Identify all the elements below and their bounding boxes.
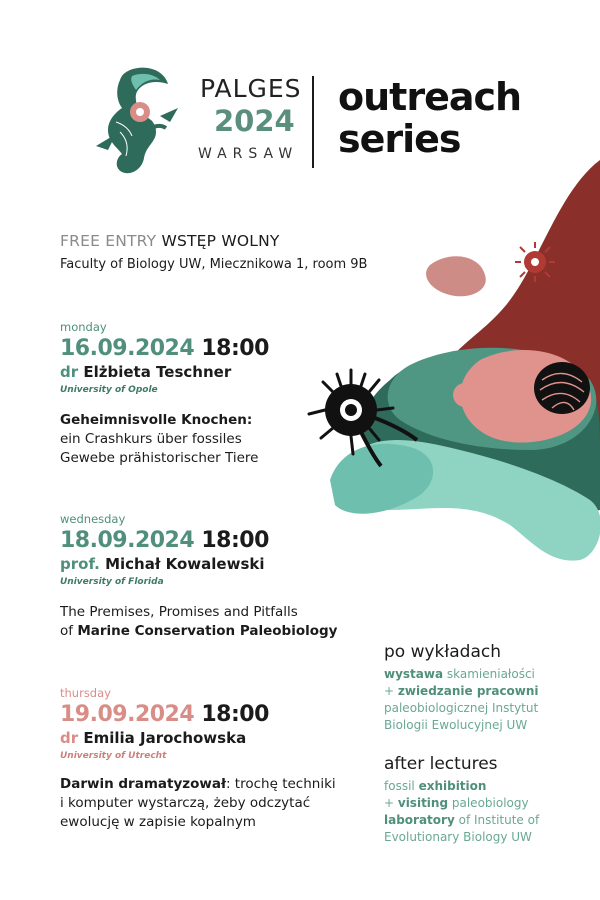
talk-line: Gewebe prähistorischer Tiere — [60, 450, 259, 466]
talk-title — [60, 603, 337, 641]
series-title — [338, 76, 521, 160]
side-bold: laboratory — [384, 813, 455, 827]
side-pre: + — [384, 796, 398, 810]
side-line — [384, 795, 539, 812]
speaker-title: prof. — [60, 555, 100, 573]
lecture-1 — [60, 320, 269, 468]
side-rest: of Institute of — [454, 813, 540, 827]
talk-line-bold: Darwin dramatyzował — [60, 776, 226, 792]
speaker-university: University of Florida — [60, 577, 164, 587]
speaker-university: University of Utrecht — [60, 751, 167, 761]
lecture-time: 18:00 — [201, 702, 269, 727]
side-pre: + — [384, 684, 398, 698]
talk-line-rest: : trochę techniki — [225, 776, 336, 792]
after-lectures-pl — [384, 640, 539, 734]
talk-title — [60, 775, 336, 832]
side-bold: visiting — [397, 796, 449, 810]
side-pre: fossil — [384, 779, 419, 793]
lecture-day: thursday — [60, 686, 111, 700]
side-line: Biologii Ewolucyjnej UW — [384, 718, 528, 732]
radiolarian-fossil-icon — [296, 362, 426, 472]
speaker-title: dr — [60, 729, 79, 747]
lecture-speaker — [60, 729, 336, 747]
side-bold: wystawa — [384, 667, 444, 681]
after-lectures-en-heading: after lectures — [384, 754, 498, 774]
side-bold: exhibition — [418, 779, 487, 793]
lecture-day: monday — [60, 320, 107, 334]
brand-city: WARSAW — [198, 146, 299, 162]
lecture-time: 18:00 — [201, 528, 269, 553]
speaker-name: Elżbieta Teschner — [83, 363, 232, 381]
side-line — [384, 666, 539, 683]
talk-line-pre: of — [60, 623, 78, 639]
series-title-line1: outreach — [338, 75, 522, 119]
side-line — [384, 683, 539, 700]
talk-line — [60, 775, 336, 794]
talk-line: The Premises, Promises and Pitfalls — [60, 604, 298, 620]
talk-line: ein Crashkurs über fossiles — [60, 431, 242, 447]
lecture-speaker — [60, 363, 269, 381]
lecture-datetime — [60, 528, 337, 553]
side-line — [384, 812, 539, 829]
speaker-university: University of Opole — [60, 385, 158, 395]
free-entry-label: FREE ENTRY — [60, 232, 157, 250]
brand-year: 2024 — [214, 104, 295, 138]
side-line: paleobiologicznej Instytut — [384, 701, 539, 715]
talk-line — [60, 622, 337, 641]
brand-name: PALGES — [200, 74, 302, 103]
lecture-date: 16.09.2024 — [60, 336, 195, 361]
venue-text: Faculty of Biology UW, Miecznikowa 1, room 9B — [60, 257, 368, 272]
speaker-name: Michał Kowalewski — [105, 555, 265, 573]
palges-logo-icon — [86, 62, 188, 178]
side-line — [384, 778, 539, 795]
series-title-line2: series — [338, 117, 461, 161]
lecture-3 — [60, 686, 336, 832]
after-lectures-pl-heading: po wykładach — [384, 642, 501, 662]
lecture-date: 18.09.2024 — [60, 528, 195, 553]
talk-line: ewolucję w zapisie kopalnym — [60, 814, 256, 830]
speaker-name: Emilia Jarochowska — [83, 729, 247, 747]
lecture-speaker — [60, 555, 337, 573]
talk-line: i komputer wystarczą, żeby odczytać — [60, 795, 311, 811]
lecture-time: 18:00 — [201, 336, 269, 361]
lecture-datetime — [60, 336, 269, 361]
side-bold: zwiedzanie pracowni — [397, 684, 539, 698]
talk-line-bold: Marine Conservation Paleobiology — [77, 623, 338, 639]
wstep-wolny-label: WSTĘP WOLNY — [161, 232, 280, 250]
lecture-day: wednesday — [60, 512, 126, 526]
side-rest: skamieniałości — [443, 667, 535, 681]
side-rest: paleobiology — [448, 796, 529, 810]
header-divider — [312, 76, 314, 168]
talk-line: Geheimnisvolle Knochen: — [60, 412, 253, 428]
entry-info — [60, 232, 280, 250]
after-lectures-en — [384, 752, 539, 846]
talk-title — [60, 411, 269, 468]
side-line: Evolutionary Biology UW — [384, 830, 532, 844]
lecture-datetime — [60, 702, 336, 727]
lecture-date: 19.09.2024 — [60, 702, 195, 727]
speaker-title: dr — [60, 363, 79, 381]
lecture-2 — [60, 512, 337, 641]
